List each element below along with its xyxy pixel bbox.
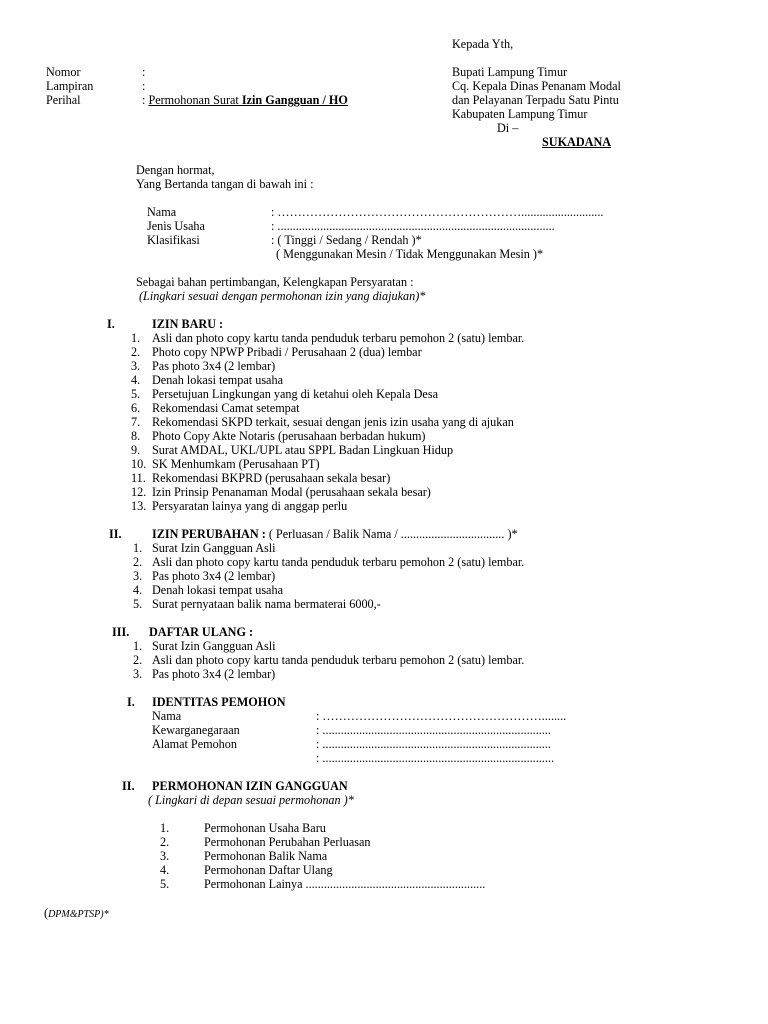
field-value-perihal: [142, 93, 348, 107]
permohonan-numeral: II.: [122, 779, 135, 793]
list-item: Rekomendasi BKPRD (perusahaan sekala besar): [152, 471, 391, 485]
list-item-number: 2.: [133, 653, 143, 667]
business-type-label: Jenis Usaha: [147, 219, 205, 233]
requirements-note: (Lingkari sesuai dengan permohonan izin yang diajukan)*: [139, 289, 426, 303]
business-type-value: : ...........................................................................................: [271, 219, 555, 233]
list-item: Permohonan Perubahan Perluasan: [204, 835, 371, 849]
permohonan-title: PERMOHONAN IZIN GANGGUAN: [152, 779, 348, 793]
list-item: Surat Izin Gangguan Asli: [152, 541, 276, 555]
classification-machine: ( Menggunakan Mesin / Tidak Menggunakan Mesin )*: [276, 247, 544, 261]
perihal-subject-bold: Izin Gangguan / HO: [241, 93, 348, 107]
list-item-number: 5.: [133, 597, 143, 611]
list-item: Persetujuan Lingkungan yang di ketahui oleh Kepala Desa: [152, 387, 438, 401]
field-label-perihal: Perihal: [46, 93, 81, 107]
list-item-number: 7.: [131, 415, 141, 429]
list-item: Rekomendasi Camat setempat: [152, 401, 300, 415]
list-item: Surat pernyataan balik nama bermaterai 6000,-: [152, 597, 381, 611]
list-item-number: 11.: [131, 471, 146, 485]
section-perubahan-options: ( Perluasan / Balik Nama / .................................. )*: [265, 527, 518, 541]
list-item: Rekomendasi SKPD terkait, sesuai dengan jenis izin usaha yang di ajukan: [152, 415, 514, 429]
section-daftar-numeral: III.: [112, 625, 130, 639]
footer-paren: (: [44, 906, 49, 920]
identitas-address-value: : ...........................................................................: [316, 737, 551, 751]
list-item-number: 13.: [131, 499, 147, 513]
field-label-nomor: Nomor: [46, 65, 81, 79]
list-item-number: 10.: [131, 457, 147, 471]
section-perubahan-title: IZIN PERUBAHAN :: [152, 527, 266, 541]
applicant-name-label: Nama: [147, 205, 177, 219]
list-item-number: 5.: [131, 387, 141, 401]
list-item-number: 3.: [160, 849, 170, 863]
list-item: Pas photo 3x4 (2 lembar): [152, 667, 276, 681]
list-item: Photo copy NPWP Pribadi / Perusahaan 2 (dua) lembar: [152, 345, 422, 359]
recipient-di: Di –: [497, 121, 519, 135]
list-item: Denah lokasi tempat usaha: [152, 583, 283, 597]
list-item-number: 5.: [160, 877, 170, 891]
list-item-number: 2.: [133, 555, 143, 569]
footer-text: DPM&PTSP)*: [48, 909, 109, 920]
list-item: Asli dan photo copy kartu tanda penduduk terbaru pemohon 2 (satu) lembar.: [152, 653, 525, 667]
recipient-line-2: Cq. Kepala Dinas Penanam Modal: [452, 79, 621, 93]
perihal-subject: [148, 93, 347, 107]
list-item: Permohonan Balik Nama: [204, 849, 328, 863]
list-item-number: 1.: [131, 331, 141, 345]
perihal-subject-normal: Permohonan Surat: [148, 93, 242, 107]
list-item: Permohonan Lainya ...........................................................: [204, 877, 486, 891]
salutation: Dengan hormat,: [136, 163, 215, 177]
identitas-name-value: : ………………………………………………........: [316, 709, 567, 723]
list-item-number: 2.: [131, 345, 141, 359]
list-item-number: 3.: [133, 667, 143, 681]
section-baru-title: IZIN BARU :: [152, 317, 224, 331]
list-item: Persyaratan lainya yang di anggap perlu: [152, 499, 348, 513]
section-perubahan-numeral: II.: [109, 527, 122, 541]
list-item: Permohonan Usaha Baru: [204, 821, 326, 835]
list-item-number: 6.: [131, 401, 141, 415]
field-value-lampiran: :: [142, 79, 146, 93]
permohonan-note: ( Lingkari di depan sesuai permohonan )*: [148, 793, 354, 807]
list-item: Permohonan Daftar Ulang: [204, 863, 333, 877]
list-item-number: 3.: [133, 569, 143, 583]
field-value-nomor: :: [142, 65, 146, 79]
list-item-number: 4.: [133, 583, 143, 597]
list-item-number: 1.: [133, 541, 143, 555]
list-item: Asli dan photo copy kartu tanda penduduk terbaru pemohon 2 (satu) lembar.: [152, 331, 525, 345]
section-daftar-title: DAFTAR ULANG :: [149, 625, 254, 639]
list-item: Pas photo 3x4 (2 lembar): [152, 359, 276, 373]
list-item: Denah lokasi tempat usaha: [152, 373, 283, 387]
list-item: SK Menhumkam (Perusahaan PT): [152, 457, 320, 471]
list-item: Asli dan photo copy kartu tanda penduduk terbaru pemohon 2 (satu) lembar.: [152, 555, 525, 569]
identitas-numeral: I.: [127, 695, 135, 709]
list-item-number: 3.: [131, 359, 141, 373]
applicant-name-value: : ……………………………………………………...........................: [271, 205, 604, 219]
section-perubahan-heading: [152, 527, 518, 541]
list-item-number: 9.: [131, 443, 141, 457]
recipient-line-4: Kabupaten Lampung Timur: [452, 107, 588, 121]
classification-label: Klasifikasi: [147, 233, 200, 247]
list-item-number: 4.: [160, 863, 170, 877]
requirements-intro: Sebagai bahan pertimbangan, Kelengkapan Persyaratan :: [136, 275, 414, 289]
list-item: Izin Prinsip Penanaman Modal (perusahaan sekala besar): [152, 485, 431, 499]
list-item-number: 1.: [160, 821, 170, 835]
recipient-city: SUKADANA: [542, 135, 612, 149]
identitas-name-label: Nama: [152, 709, 182, 723]
list-item: Surat Izin Gangguan Asli: [152, 639, 276, 653]
identitas-address-value-2: : ............................................................................: [316, 751, 554, 765]
recipient-label: Kepada Yth,: [452, 37, 514, 51]
recipient-line-1: Bupati Lampung Timur: [452, 65, 568, 79]
list-item: Pas photo 3x4 (2 lembar): [152, 569, 276, 583]
intro-text: Yang Bertanda tangan di bawah ini :: [136, 177, 314, 191]
list-item-number: 8.: [131, 429, 141, 443]
section-baru-numeral: I.: [107, 317, 115, 331]
recipient-line-3: dan Pelayanan Terpadu Satu Pintu: [452, 93, 619, 107]
field-label-lampiran: Lampiran: [46, 79, 94, 93]
identitas-title: IDENTITAS PEMOHON: [152, 695, 286, 709]
classification-value: : ( Tinggi / Sedang / Rendah )*: [271, 233, 422, 247]
list-item: Surat AMDAL, UKL/UPL atau SPPL Badan Lingkuan Hidup: [152, 443, 454, 457]
identitas-nationality-value: : ...........................................................................: [316, 723, 551, 737]
identitas-address-label: Alamat Pemohon: [152, 737, 237, 751]
list-item-number: 12.: [131, 485, 147, 499]
list-item-number: 4.: [131, 373, 141, 387]
identitas-nationality-label: Kewarganegaraan: [152, 723, 240, 737]
footer-code: [44, 906, 109, 922]
perihal-prefix: :: [142, 93, 149, 107]
list-item-number: 2.: [160, 835, 170, 849]
list-item-number: 1.: [133, 639, 143, 653]
list-item: Photo Copy Akte Notaris (perusahaan berbadan hukum): [152, 429, 426, 443]
